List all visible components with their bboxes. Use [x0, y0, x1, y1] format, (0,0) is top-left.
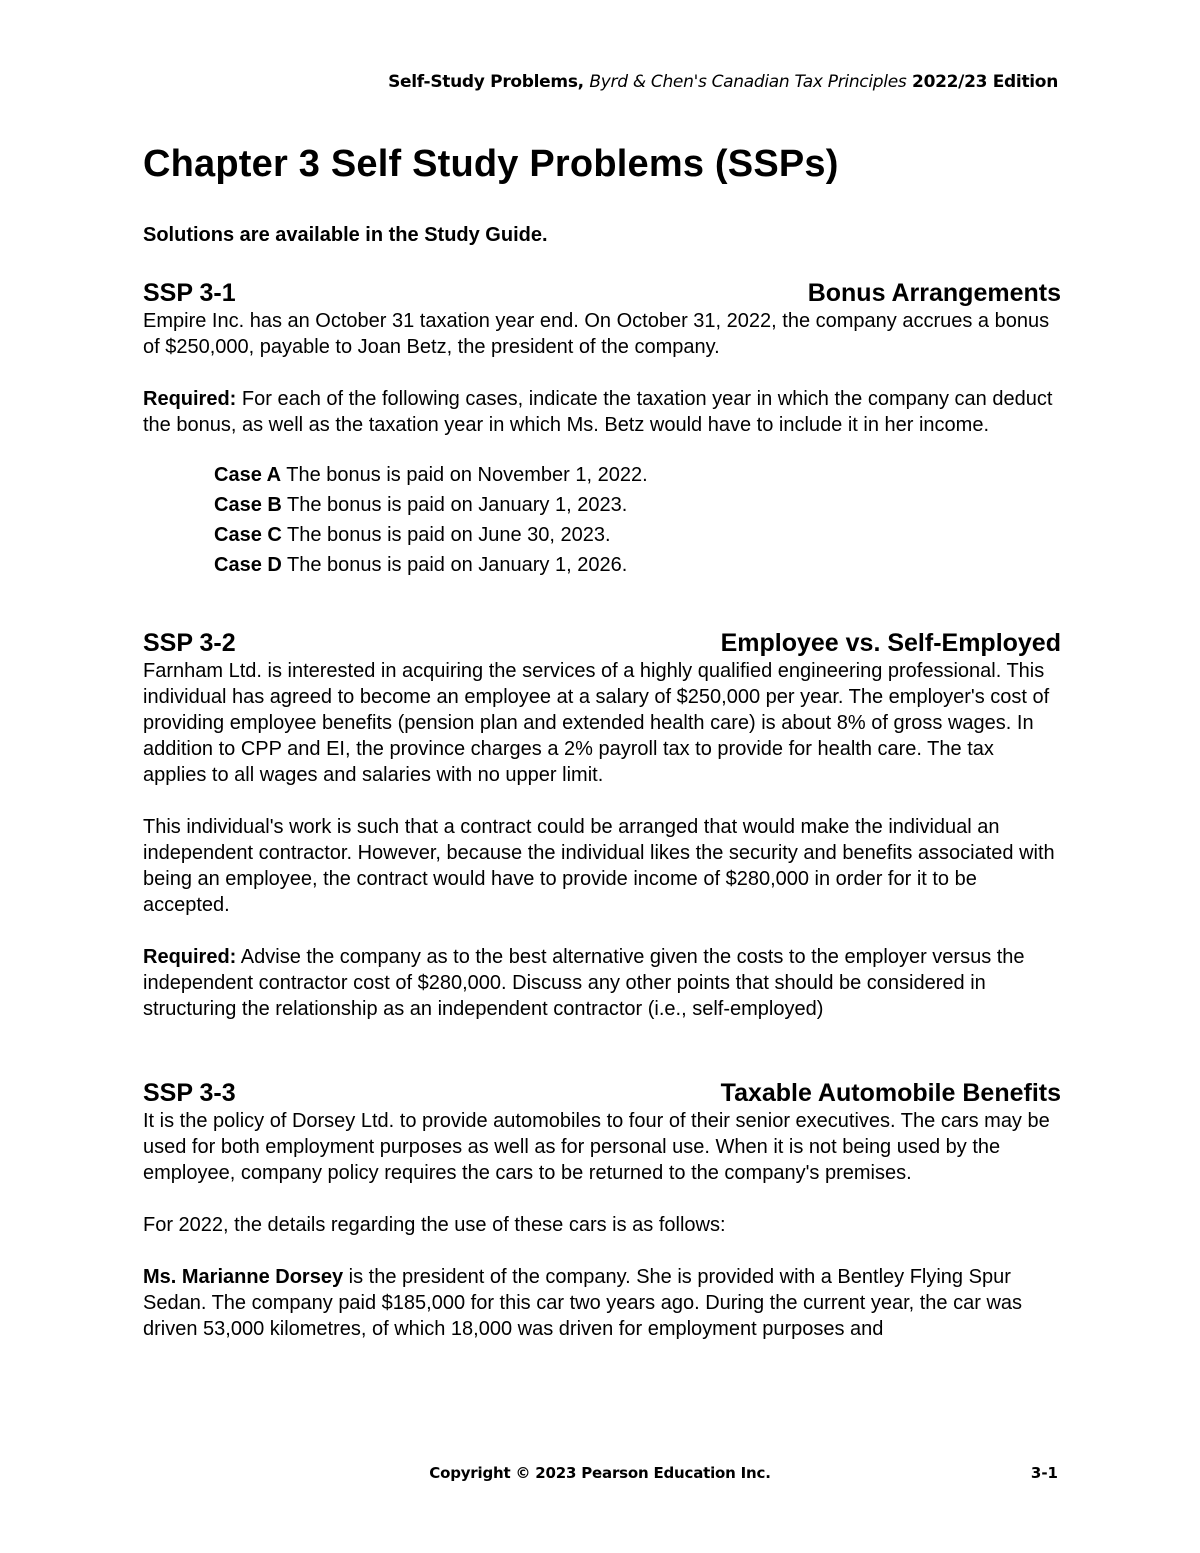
required-label: Required:	[143, 946, 237, 968]
case-text: The bonus is paid on January 1, 2026.	[287, 554, 628, 576]
ssp-3-2-topic: Employee vs. Self-Employed	[720, 629, 1061, 657]
page-content	[143, 140, 1061, 1342]
case-text: The bonus is paid on June 30, 2023.	[287, 524, 611, 546]
ssp-3-1-intro: Empire Inc. has an October 31 taxation year end. On October 31, 2022, the company accrues a bonus of $250,000, payable to Joan Betz, the president of the company.	[143, 310, 1050, 358]
solutions-note: Solutions are available in the Study Guide.	[143, 224, 548, 246]
ssp-3-3-heading	[143, 1078, 1061, 1108]
ssp-3-2-heading	[143, 628, 1061, 658]
case-label: Case C	[214, 524, 282, 546]
page-title: Chapter 3 Self Study Problems (SSPs)	[143, 143, 839, 185]
footer-copyright: Copyright © 2023 Pearson Education Inc.	[429, 1464, 771, 1482]
ssp-3-2-paragraph-1: Farnham Ltd. is interested in acquiring the services of a highly qualified engineering professional. This individual has agreed to become an employee at a salary of $250,000 per year. The employer's cost of providing employee benefits (pension plan and extended health care) is about 8% of gross wages. In addition to CPP and EI, the province charges a 2% payroll tax to provide for health care. The tax applies to all wages and salaries with no upper limit.	[143, 660, 1050, 786]
running-header	[388, 72, 1058, 92]
case-text: The bonus is paid on November 1, 2022.	[286, 464, 648, 486]
person-text: is the president of the company. She is provided with a Bentley Flying Spur Sedan. The company paid $185,000 for this car two years ago. During the current year, the car was driven 53,000 kilometres, of which 18,000 was driven for employment purposes and	[143, 1266, 1023, 1340]
ssp-3-1-number: SSP 3-1	[143, 279, 236, 307]
header-edition: 2022/23 Edition	[912, 72, 1058, 92]
page-number: 3-1	[1030, 1464, 1058, 1482]
ssp-3-3-topic: Taxable Automobile Benefits	[720, 1079, 1061, 1107]
header-book-title: Byrd & Chen's Canadian Tax Principles	[589, 72, 907, 92]
case-item	[214, 520, 1061, 550]
ssp-3-3-paragraph-1: It is the policy of Dorsey Ltd. to provide automobiles to four of their senior executives. The cars may be used for both employment purposes as well as for personal use. When it is not being used by the employee, company policy requires the cars to be returned to the company's premises.	[143, 1110, 1050, 1184]
ssp-3-2-required	[143, 944, 1061, 1022]
ssp-3-1-topic: Bonus Arrangements	[807, 279, 1061, 307]
ssp-3-2-paragraph-2: This individual's work is such that a contract could be arranged that would make the individual an independent contractor. However, because the individual likes the security and benefits associated with being an employee, the contract would have to provide income of $280,000 in order for it to be accepted.	[143, 816, 1055, 916]
ssp-3-3-paragraph-2: For 2022, the details regarding the use of these cars is as follows:	[143, 1214, 726, 1236]
ssp-3-1-required	[143, 386, 1061, 438]
case-text: The bonus is paid on January 1, 2023.	[287, 494, 628, 516]
case-item	[214, 460, 1061, 490]
case-label: Case B	[214, 494, 282, 516]
case-item	[214, 490, 1061, 520]
ssp-3-3-paragraph-3	[143, 1264, 1061, 1342]
ssp-3-1-heading	[143, 278, 1061, 308]
ssp-3-3-number: SSP 3-3	[143, 1079, 236, 1107]
case-label: Case D	[214, 554, 282, 576]
required-text: For each of the following cases, indicate the taxation year in which the company can deduct the bonus, as well as the taxation year in which Ms. Betz would have to include it in her income.	[143, 388, 1053, 436]
case-item	[214, 550, 1061, 580]
case-label: Case A	[214, 464, 282, 486]
ssp-3-2-number: SSP 3-2	[143, 629, 236, 657]
person-label: Ms. Marianne Dorsey	[143, 1266, 344, 1288]
required-label: Required:	[143, 388, 237, 410]
header-series: Self-Study Problems,	[388, 72, 584, 92]
required-text: Advise the company as to the best alternative given the costs to the employer versus the independent contractor cost of $280,000. Discuss any other points that should be considered in structuring the relationship as an independent contractor (i.e., self-employed)	[143, 946, 1025, 1020]
